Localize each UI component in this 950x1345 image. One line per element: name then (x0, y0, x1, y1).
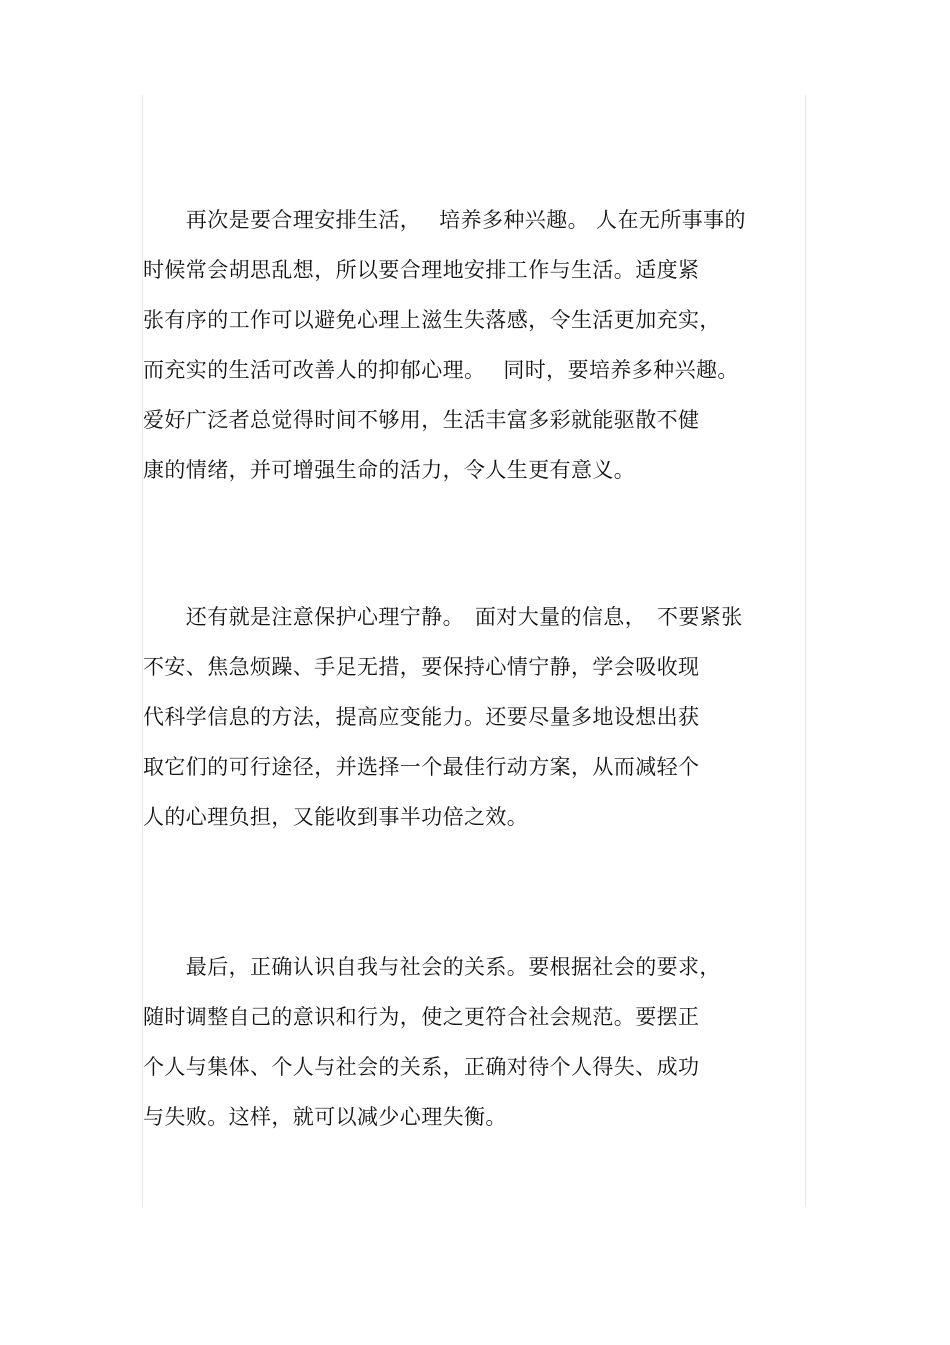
paragraph-line: 再次是要合理安排生活， 培养多种兴趣。 人在无所事事的 (143, 208, 746, 232)
paragraph-line: 代科学信息的方法，提高应变能力。还要尽量多地设想出获 (143, 705, 700, 729)
paragraph-line: 而充实的生活可改善人的抑郁心理。 同时，要培养多种兴趣。 (143, 358, 739, 382)
paragraph-line: 时候常会胡思乱想，所以要合理地安排工作与生活。适度紧 (143, 258, 700, 282)
paragraph-line: 张有序的工作可以避免心理上滋生失落感，令生活更加充实， (143, 308, 721, 332)
paragraph-line: 最后，正确认识自我与社会的关系。要根据社会的要求， (143, 955, 721, 979)
paragraph-line: 还有就是注意保护心理宁静。 面对大量的信息， 不要紧张 (143, 605, 743, 629)
paragraph-line: 取它们的可行途径，并选择一个最佳行动方案，从而减轻个 (143, 755, 700, 779)
paragraph-line: 人的心理负担，又能收到事半功倍之效。 (143, 805, 529, 829)
paragraph-line: 个人与集体、个人与社会的关系，正确对待个人得失、成功 (143, 1055, 700, 1079)
paragraph-line: 与失败。这样，就可以减少心理失衡。 (143, 1105, 507, 1129)
paragraph-line: 爱好广泛者总觉得时间不够用，生活丰富多彩就能驱散不健 (143, 408, 700, 432)
paragraph-line: 随时调整自己的意识和行为，使之更符合社会规范。要摆正 (143, 1005, 700, 1029)
paragraph-line: 康的情绪，并可增强生命的活力，令人生更有意义。 (143, 458, 636, 482)
paragraph-line: 不安、焦急烦躁、手足无措，要保持心情宁静，学会吸收现 (143, 655, 700, 679)
